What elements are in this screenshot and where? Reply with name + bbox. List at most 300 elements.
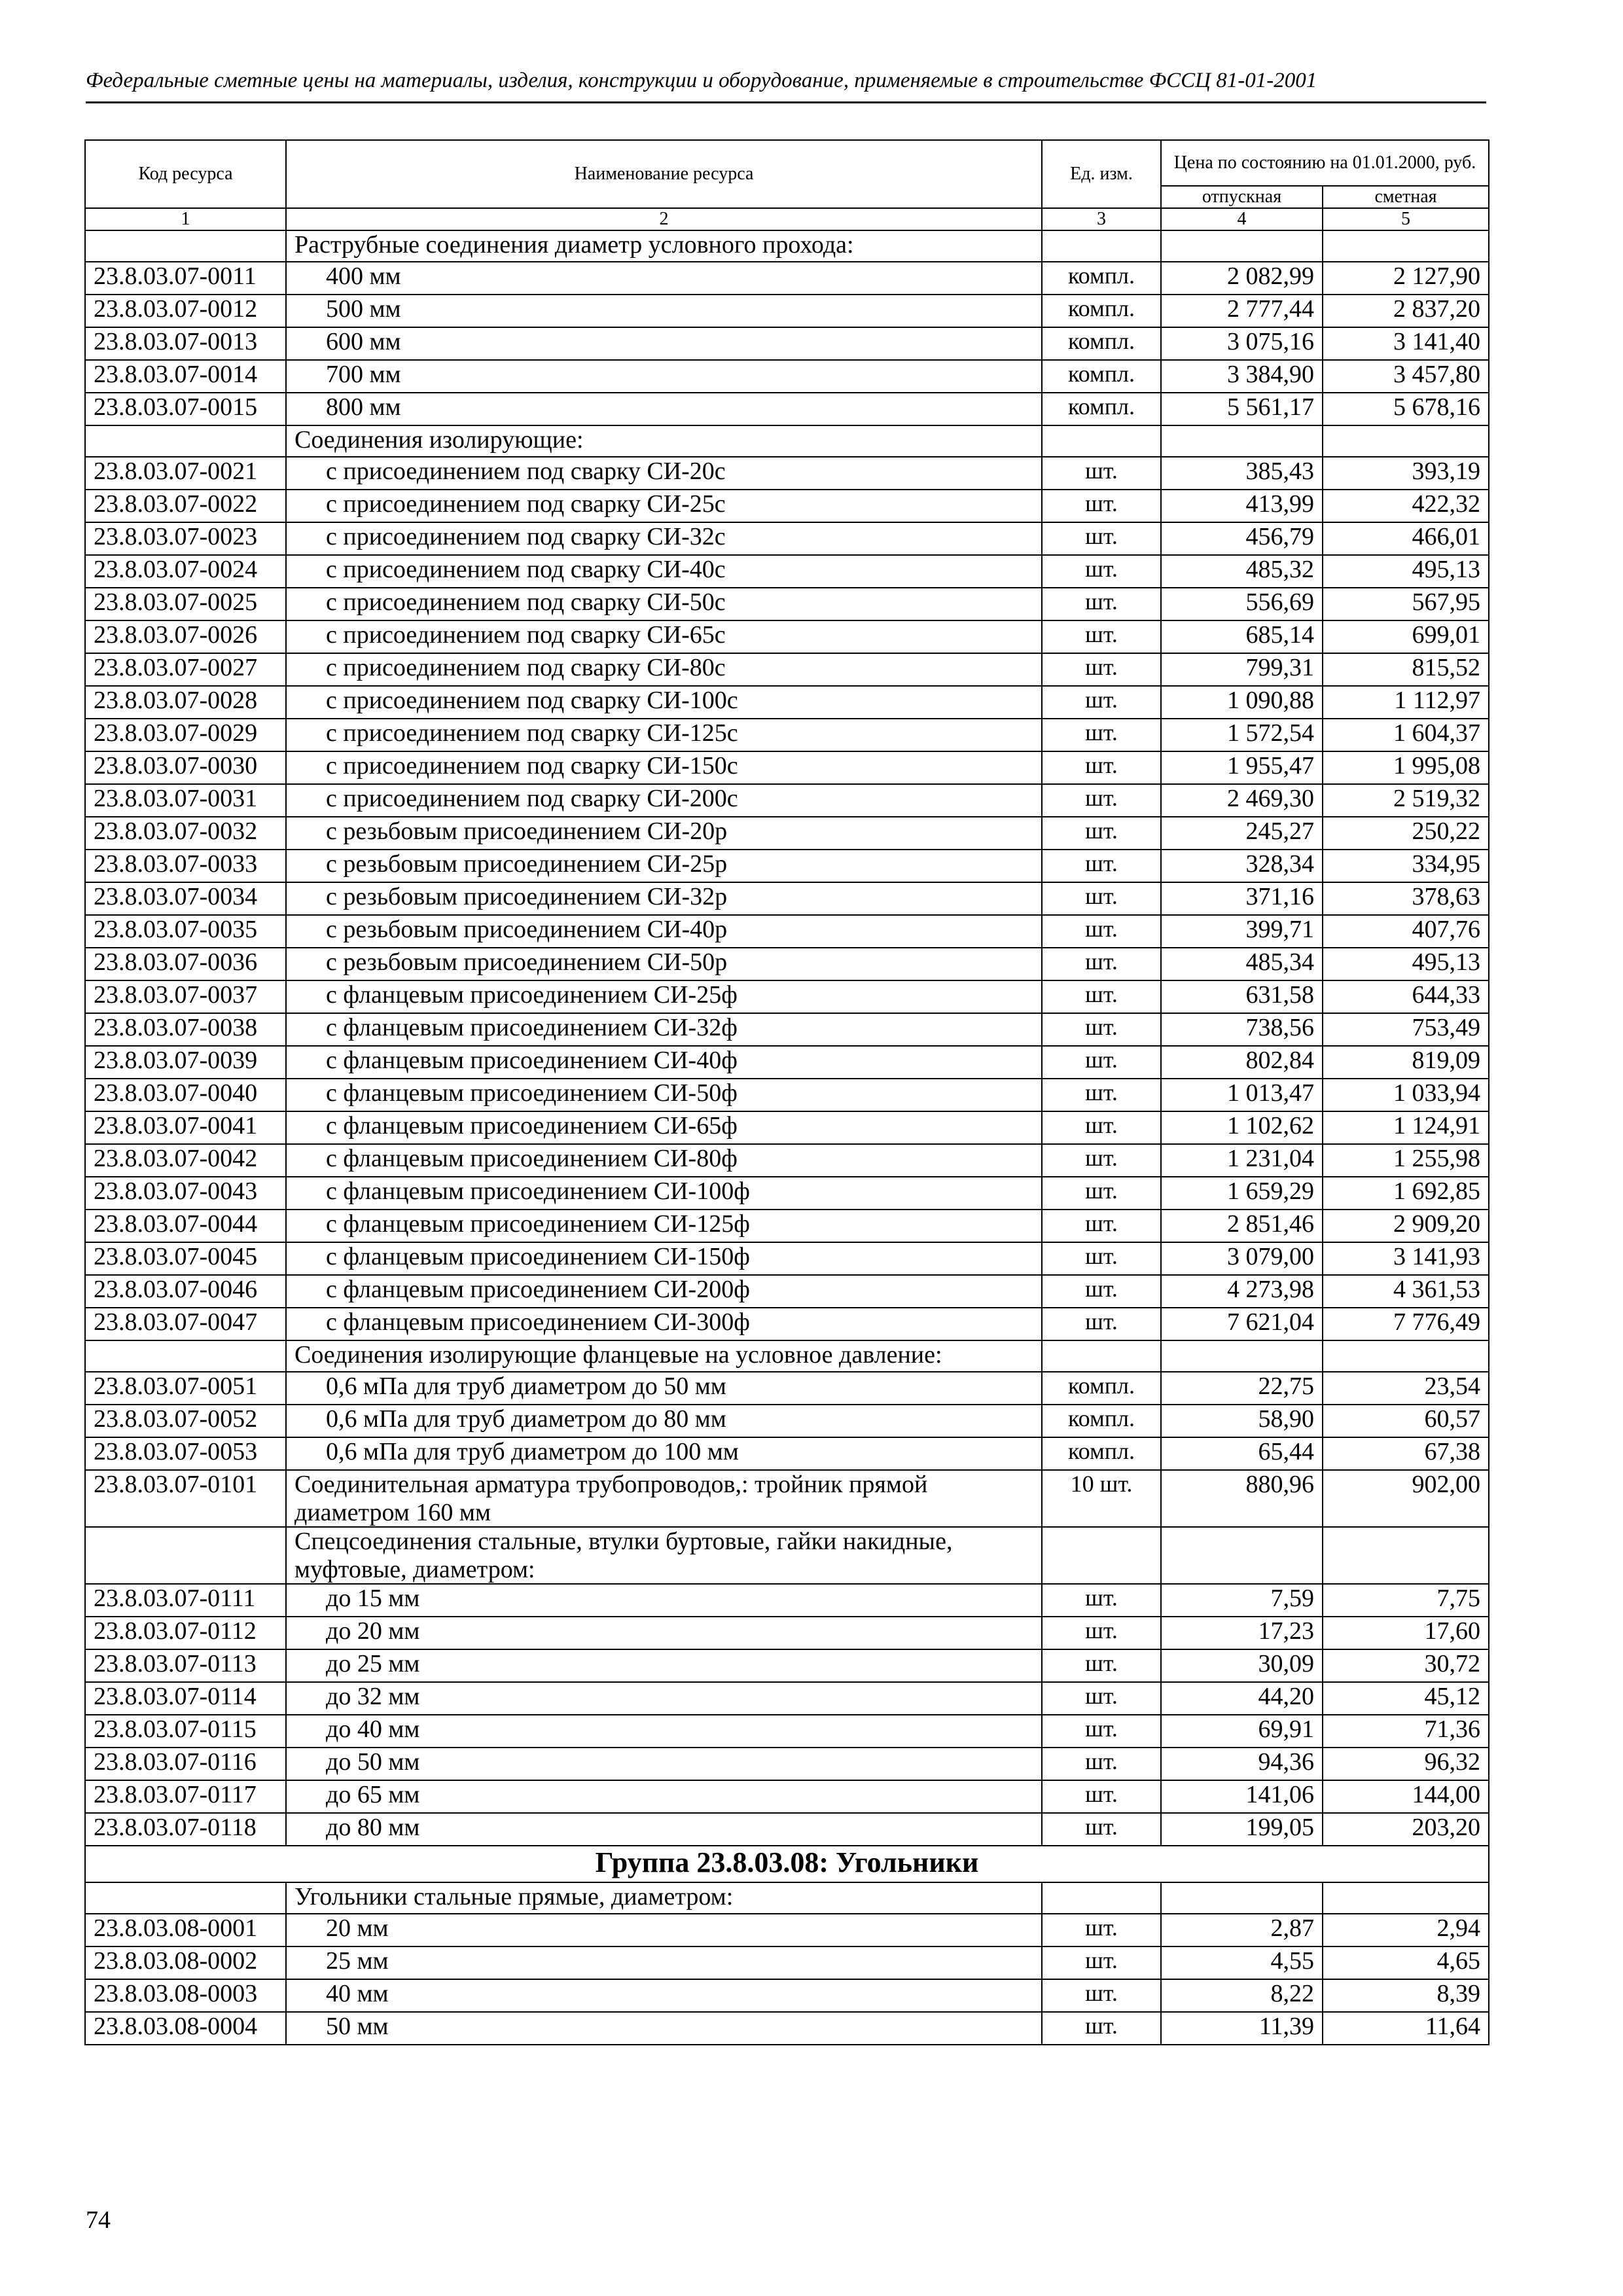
wholesale-price: 2 469,30 [1161,784,1323,817]
estimate-price: 1 124,91 [1323,1111,1489,1144]
estimate-price: 3 141,40 [1323,327,1489,360]
table-row [85,360,1489,393]
resource-code: 23.8.03.07-0029 [85,719,286,751]
estimate-price: 422,32 [1323,490,1489,522]
wholesale-price: 44,20 [1161,1682,1323,1715]
code-cell [85,1340,286,1372]
resource-code: 23.8.03.07-0023 [85,522,286,555]
table-row [85,1177,1489,1210]
section-title: Раструбные соединения диаметр условного прохода: [286,230,1042,262]
resource-code: 23.8.03.07-0117 [85,1780,286,1813]
resource-code: 23.8.03.07-0033 [85,850,286,882]
resource-code: 23.8.03.07-0111 [85,1584,286,1617]
unit-of-measure: шт. [1042,1210,1161,1242]
unit-cell [1042,425,1161,457]
resource-code: 23.8.03.07-0043 [85,1177,286,1210]
column-number: 1 [85,208,286,230]
section-row [85,230,1489,262]
unit-of-measure: компл. [1042,1372,1161,1405]
wholesale-price: 880,96 [1161,1470,1323,1527]
unit-of-measure: шт. [1042,522,1161,555]
wholesale-price-cell [1161,1882,1323,1914]
unit-of-measure: шт. [1042,1617,1161,1649]
table-row [85,1617,1489,1649]
section-row [85,1882,1489,1914]
code-cell [85,1527,286,1584]
wholesale-price: 1 102,62 [1161,1111,1323,1144]
estimate-price: 1 033,94 [1323,1079,1489,1111]
resource-name: до 20 мм [286,1617,1042,1649]
estimate-price: 96,32 [1323,1748,1489,1780]
estimate-price: 378,63 [1323,882,1489,915]
unit-of-measure: шт. [1042,751,1161,784]
estimate-price: 334,95 [1323,850,1489,882]
estimate-price: 71,36 [1323,1715,1489,1748]
header-unit: Ед. изм. [1042,140,1161,208]
estimate-price: 407,76 [1323,915,1489,948]
table-row [85,1682,1489,1715]
estimate-price: 203,20 [1323,1813,1489,1846]
unit-of-measure: шт. [1042,1275,1161,1308]
wholesale-price: 7,59 [1161,1584,1323,1617]
resource-name: с присоединением под сварку СИ-20с [286,457,1042,490]
column-number: 2 [286,208,1042,230]
table-row [85,1275,1489,1308]
resource-code: 23.8.03.07-0101 [85,1470,286,1527]
wholesale-price: 799,31 [1161,653,1323,686]
resource-name: с резьбовым присоединением СИ-32р [286,882,1042,915]
table-row [85,784,1489,817]
table-row [85,1111,1489,1144]
table-row [85,1372,1489,1405]
resource-name: с фланцевым присоединением СИ-200ф [286,1275,1042,1308]
wholesale-price: 399,71 [1161,915,1323,948]
wholesale-price: 1 013,47 [1161,1079,1323,1111]
resource-code: 23.8.03.07-0027 [85,653,286,686]
table-row [85,522,1489,555]
resource-code: 23.8.03.07-0034 [85,882,286,915]
table-row [85,1946,1489,1979]
wholesale-price: 2 777,44 [1161,295,1323,327]
unit-of-measure: шт. [1042,817,1161,850]
table-row [85,1046,1489,1079]
wholesale-price: 8,22 [1161,1979,1323,2012]
unit-cell [1042,230,1161,262]
table-row [85,1437,1489,1470]
resource-name: с фланцевым присоединением СИ-32ф [286,1013,1042,1046]
estimate-price: 30,72 [1323,1649,1489,1682]
resource-name: 600 мм [286,327,1042,360]
resource-name: 0,6 мПа для труб диаметром до 80 мм [286,1405,1042,1437]
resource-code: 23.8.03.07-0039 [85,1046,286,1079]
resource-name: с присоединением под сварку СИ-150с [286,751,1042,784]
unit-of-measure: шт. [1042,1144,1161,1177]
table-row [85,1144,1489,1177]
unit-of-measure: шт. [1042,686,1161,719]
estimate-price-cell [1323,1882,1489,1914]
estimate-price: 1 255,98 [1323,1144,1489,1177]
resource-code: 23.8.03.08-0003 [85,1979,286,2012]
resource-name: 700 мм [286,360,1042,393]
resource-name: с резьбовым присоединением СИ-25р [286,850,1042,882]
wholesale-price: 245,27 [1161,817,1323,850]
resource-code: 23.8.03.07-0044 [85,1210,286,1242]
unit-of-measure: шт. [1042,1242,1161,1275]
estimate-price: 8,39 [1323,1979,1489,2012]
estimate-price: 1 995,08 [1323,751,1489,784]
wholesale-price: 94,36 [1161,1748,1323,1780]
unit-of-measure: шт. [1042,490,1161,522]
resource-name: 0,6 мПа для труб диаметром до 100 мм [286,1437,1042,1470]
resource-name: до 32 мм [286,1682,1042,1715]
resource-code: 23.8.03.07-0012 [85,295,286,327]
table-row [85,1979,1489,2012]
resource-name: 500 мм [286,295,1042,327]
table-row [85,751,1489,784]
resource-name: до 25 мм [286,1649,1042,1682]
estimate-price: 495,13 [1323,948,1489,980]
estimate-price: 699,01 [1323,620,1489,653]
table-row [85,1914,1489,1946]
estimate-price-cell [1323,1527,1489,1584]
unit-of-measure: шт. [1042,719,1161,751]
estimate-price: 45,12 [1323,1682,1489,1715]
wholesale-price: 1 955,47 [1161,751,1323,784]
resource-name: с резьбовым присоединением СИ-40р [286,915,1042,948]
resource-name: с присоединением под сварку СИ-200с [286,784,1042,817]
estimate-price: 3 141,93 [1323,1242,1489,1275]
wholesale-price: 3 075,16 [1161,327,1323,360]
unit-of-measure: шт. [1042,882,1161,915]
unit-of-measure: шт. [1042,1748,1161,1780]
resource-name: с фланцевым присоединением СИ-300ф [286,1308,1042,1340]
estimate-price: 2 519,32 [1323,784,1489,817]
table-row [85,1242,1489,1275]
resource-name: до 50 мм [286,1748,1042,1780]
resource-code: 23.8.03.08-0001 [85,1914,286,1946]
unit-of-measure: шт. [1042,1111,1161,1144]
unit-of-measure: шт. [1042,980,1161,1013]
wholesale-price: 685,14 [1161,620,1323,653]
resource-name: с фланцевым присоединением СИ-25ф [286,980,1042,1013]
code-cell [85,1882,286,1914]
resource-name: до 80 мм [286,1813,1042,1846]
unit-of-measure: шт. [1042,1780,1161,1813]
unit-cell [1042,1882,1161,1914]
unit-of-measure: шт. [1042,1079,1161,1111]
estimate-price: 753,49 [1323,1013,1489,1046]
estimate-price: 250,22 [1323,817,1489,850]
resource-code: 23.8.03.07-0112 [85,1617,286,1649]
unit-of-measure: шт. [1042,915,1161,948]
resource-name: с фланцевым присоединением СИ-125ф [286,1210,1042,1242]
wholesale-price: 371,16 [1161,882,1323,915]
table-row [85,1079,1489,1111]
table-row [85,1210,1489,1242]
resource-name: с присоединением под сварку СИ-40с [286,555,1042,588]
wholesale-price: 17,23 [1161,1617,1323,1649]
resource-code: 23.8.03.07-0028 [85,686,286,719]
wholesale-price: 141,06 [1161,1780,1323,1813]
resource-name: с фланцевым присоединением СИ-80ф [286,1144,1042,1177]
estimate-price: 819,09 [1323,1046,1489,1079]
unit-cell [1042,1527,1161,1584]
header-price: Цена по состоянию на 01.01.2000, руб. [1161,140,1489,186]
unit-of-measure: шт. [1042,1813,1161,1846]
column-number: 3 [1042,208,1161,230]
resource-code: 23.8.03.07-0118 [85,1813,286,1846]
resource-code: 23.8.03.07-0113 [85,1649,286,1682]
header-name: Наименование ресурса [286,140,1042,208]
table-row [85,817,1489,850]
table-row [85,719,1489,751]
header-price-wholesale: отпускная [1161,186,1323,208]
wholesale-price: 30,09 [1161,1649,1323,1682]
estimate-price: 495,13 [1323,555,1489,588]
estimate-price-cell [1323,1340,1489,1372]
table-row [85,1715,1489,1748]
section-title: Соединения изолирующие фланцевые на условное давление: [286,1340,1042,1372]
resource-code: 23.8.03.07-0031 [85,784,286,817]
table-row [85,457,1489,490]
resource-name: 0,6 мПа для труб диаметром до 50 мм [286,1372,1042,1405]
header-rule [86,101,1486,103]
resource-code: 23.8.03.07-0051 [85,1372,286,1405]
table-row [85,555,1489,588]
table-row [85,327,1489,360]
wholesale-price-cell [1161,1340,1323,1372]
table-row [85,948,1489,980]
resource-name: с резьбовым присоединением СИ-50р [286,948,1042,980]
wholesale-price: 456,79 [1161,522,1323,555]
resource-code: 23.8.03.07-0047 [85,1308,286,1340]
resource-name: с присоединением под сварку СИ-25с [286,490,1042,522]
resource-code: 23.8.03.07-0040 [85,1079,286,1111]
unit-of-measure: 10 шт. [1042,1470,1161,1527]
wholesale-price-cell [1161,230,1323,262]
estimate-price: 567,95 [1323,588,1489,620]
wholesale-price: 556,69 [1161,588,1323,620]
resource-name: Соединительная арматура трубопроводов,: тройник прямой диаметром 160 мм [286,1470,1042,1527]
estimate-price: 644,33 [1323,980,1489,1013]
table-row [85,1013,1489,1046]
section-row [85,1527,1489,1584]
resource-name: 25 мм [286,1946,1042,1979]
wholesale-price: 631,58 [1161,980,1323,1013]
estimate-price-cell [1323,425,1489,457]
resource-code: 23.8.03.07-0038 [85,1013,286,1046]
resource-name: с фланцевым присоединением СИ-65ф [286,1111,1042,1144]
unit-of-measure: компл. [1042,393,1161,425]
wholesale-price-cell [1161,1527,1323,1584]
price-table [84,139,1489,2045]
estimate-price: 23,54 [1323,1372,1489,1405]
wholesale-price: 738,56 [1161,1013,1323,1046]
table-row [85,620,1489,653]
unit-of-measure: шт. [1042,850,1161,882]
wholesale-price: 1 659,29 [1161,1177,1323,1210]
unit-of-measure: шт. [1042,1584,1161,1617]
unit-of-measure: компл. [1042,295,1161,327]
wholesale-price: 413,99 [1161,490,1323,522]
resource-name: с присоединением под сварку СИ-100с [286,686,1042,719]
resource-name: с присоединением под сварку СИ-65с [286,620,1042,653]
unit-of-measure: компл. [1042,360,1161,393]
table-row [85,1649,1489,1682]
unit-of-measure: шт. [1042,457,1161,490]
unit-of-measure: компл. [1042,327,1161,360]
unit-of-measure: шт. [1042,588,1161,620]
resource-code: 23.8.03.07-0052 [85,1405,286,1437]
resource-code: 23.8.03.07-0014 [85,360,286,393]
resource-name: 20 мм [286,1914,1042,1946]
estimate-price: 466,01 [1323,522,1489,555]
wholesale-price-cell [1161,425,1323,457]
column-number: 4 [1161,208,1323,230]
section-title: Угольники стальные прямые, диаметром: [286,1882,1042,1914]
estimate-price: 4 361,53 [1323,1275,1489,1308]
wholesale-price: 2 851,46 [1161,1210,1323,1242]
wholesale-price: 199,05 [1161,1813,1323,1846]
resource-name: до 65 мм [286,1780,1042,1813]
estimate-price: 1 112,97 [1323,686,1489,719]
unit-of-measure: шт. [1042,784,1161,817]
resource-code: 23.8.03.07-0115 [85,1715,286,1748]
table-row [85,882,1489,915]
table-row [85,490,1489,522]
wholesale-price: 2,87 [1161,1914,1323,1946]
resource-name: с фланцевым присоединением СИ-100ф [286,1177,1042,1210]
wholesale-price: 69,91 [1161,1715,1323,1748]
estimate-price: 67,38 [1323,1437,1489,1470]
resource-code: 23.8.03.07-0032 [85,817,286,850]
section-title: Спецсоединения стальные, втулки буртовые, гайки накидные, муфтовые, диаметром: [286,1527,1042,1584]
resource-code: 23.8.03.07-0026 [85,620,286,653]
resource-code: 23.8.03.07-0116 [85,1748,286,1780]
resource-code: 23.8.03.07-0035 [85,915,286,948]
resource-code: 23.8.03.07-0037 [85,980,286,1013]
unit-cell [1042,1340,1161,1372]
wholesale-price: 328,34 [1161,850,1323,882]
resource-name: с фланцевым присоединением СИ-50ф [286,1079,1042,1111]
resource-name: с фланцевым присоединением СИ-150ф [286,1242,1042,1275]
resource-code: 23.8.03.07-0030 [85,751,286,784]
wholesale-price: 802,84 [1161,1046,1323,1079]
unit-of-measure: шт. [1042,653,1161,686]
estimate-price: 4,65 [1323,1946,1489,1979]
estimate-price: 1 604,37 [1323,719,1489,751]
table-row [85,588,1489,620]
resource-code: 23.8.03.07-0042 [85,1144,286,1177]
estimate-price: 7 776,49 [1323,1308,1489,1340]
wholesale-price: 1 231,04 [1161,1144,1323,1177]
estimate-price: 1 692,85 [1323,1177,1489,1210]
header-code: Код ресурса [85,140,286,208]
wholesale-price: 4 273,98 [1161,1275,1323,1308]
table-row [85,1780,1489,1813]
group-row [85,1846,1489,1882]
table-row [85,686,1489,719]
estimate-price: 902,00 [1323,1470,1489,1527]
page-number: 74 [86,2206,111,2234]
table-row [85,1308,1489,1340]
table-row [85,295,1489,327]
unit-of-measure: шт. [1042,620,1161,653]
estimate-price: 2 837,20 [1323,295,1489,327]
wholesale-price: 65,44 [1161,1437,1323,1470]
resource-code: 23.8.03.07-0024 [85,555,286,588]
estimate-price: 2,94 [1323,1914,1489,1946]
resource-name: 50 мм [286,2012,1042,2045]
estimate-price: 60,57 [1323,1405,1489,1437]
resource-code: 23.8.03.07-0053 [85,1437,286,1470]
unit-of-measure: шт. [1042,1308,1161,1340]
estimate-price: 17,60 [1323,1617,1489,1649]
wholesale-price: 485,32 [1161,555,1323,588]
resource-code: 23.8.03.08-0004 [85,2012,286,2045]
resource-code: 23.8.03.07-0011 [85,262,286,295]
resource-code: 23.8.03.07-0025 [85,588,286,620]
estimate-price: 2 127,90 [1323,262,1489,295]
resource-name: с присоединением под сварку СИ-125с [286,719,1042,751]
unit-of-measure: шт. [1042,1649,1161,1682]
table-row [85,850,1489,882]
table-row [85,2012,1489,2045]
section-row [85,1340,1489,1372]
unit-of-measure: компл. [1042,1437,1161,1470]
estimate-price: 3 457,80 [1323,360,1489,393]
wholesale-price: 3 079,00 [1161,1242,1323,1275]
table-row [85,262,1489,295]
resource-name: с присоединением под сварку СИ-32с [286,522,1042,555]
resource-name: до 15 мм [286,1584,1042,1617]
wholesale-price: 11,39 [1161,2012,1323,2045]
resource-name: 800 мм [286,393,1042,425]
wholesale-price: 22,75 [1161,1372,1323,1405]
wholesale-price: 58,90 [1161,1405,1323,1437]
unit-of-measure: компл. [1042,262,1161,295]
unit-of-measure: шт. [1042,1979,1161,2012]
running-header: Федеральные сметные цены на материалы, изделия, конструкции и оборудование, применяемые в строительстве ФССЦ 81-01-2001 [86,69,1317,92]
table-row [85,1813,1489,1846]
unit-of-measure: шт. [1042,1946,1161,1979]
resource-code: 23.8.03.07-0114 [85,1682,286,1715]
resource-code: 23.8.03.07-0041 [85,1111,286,1144]
estimate-price: 2 909,20 [1323,1210,1489,1242]
resource-code: 23.8.03.07-0021 [85,457,286,490]
section-title: Соединения изолирующие: [286,425,1042,457]
estimate-price: 815,52 [1323,653,1489,686]
table-row [85,393,1489,425]
unit-of-measure: шт. [1042,948,1161,980]
column-number: 5 [1323,208,1489,230]
unit-of-measure: шт. [1042,1046,1161,1079]
unit-of-measure: шт. [1042,1914,1161,1946]
table-row [85,653,1489,686]
code-cell [85,425,286,457]
section-row [85,425,1489,457]
resource-name: с фланцевым присоединением СИ-40ф [286,1046,1042,1079]
unit-of-measure: шт. [1042,1682,1161,1715]
wholesale-price: 5 561,17 [1161,393,1323,425]
wholesale-price: 1 090,88 [1161,686,1323,719]
resource-code: 23.8.03.08-0002 [85,1946,286,1979]
resource-name: с присоединением под сварку СИ-80с [286,653,1042,686]
resource-code: 23.8.03.07-0046 [85,1275,286,1308]
wholesale-price: 2 082,99 [1161,262,1323,295]
wholesale-price: 4,55 [1161,1946,1323,1979]
table-row [85,915,1489,948]
